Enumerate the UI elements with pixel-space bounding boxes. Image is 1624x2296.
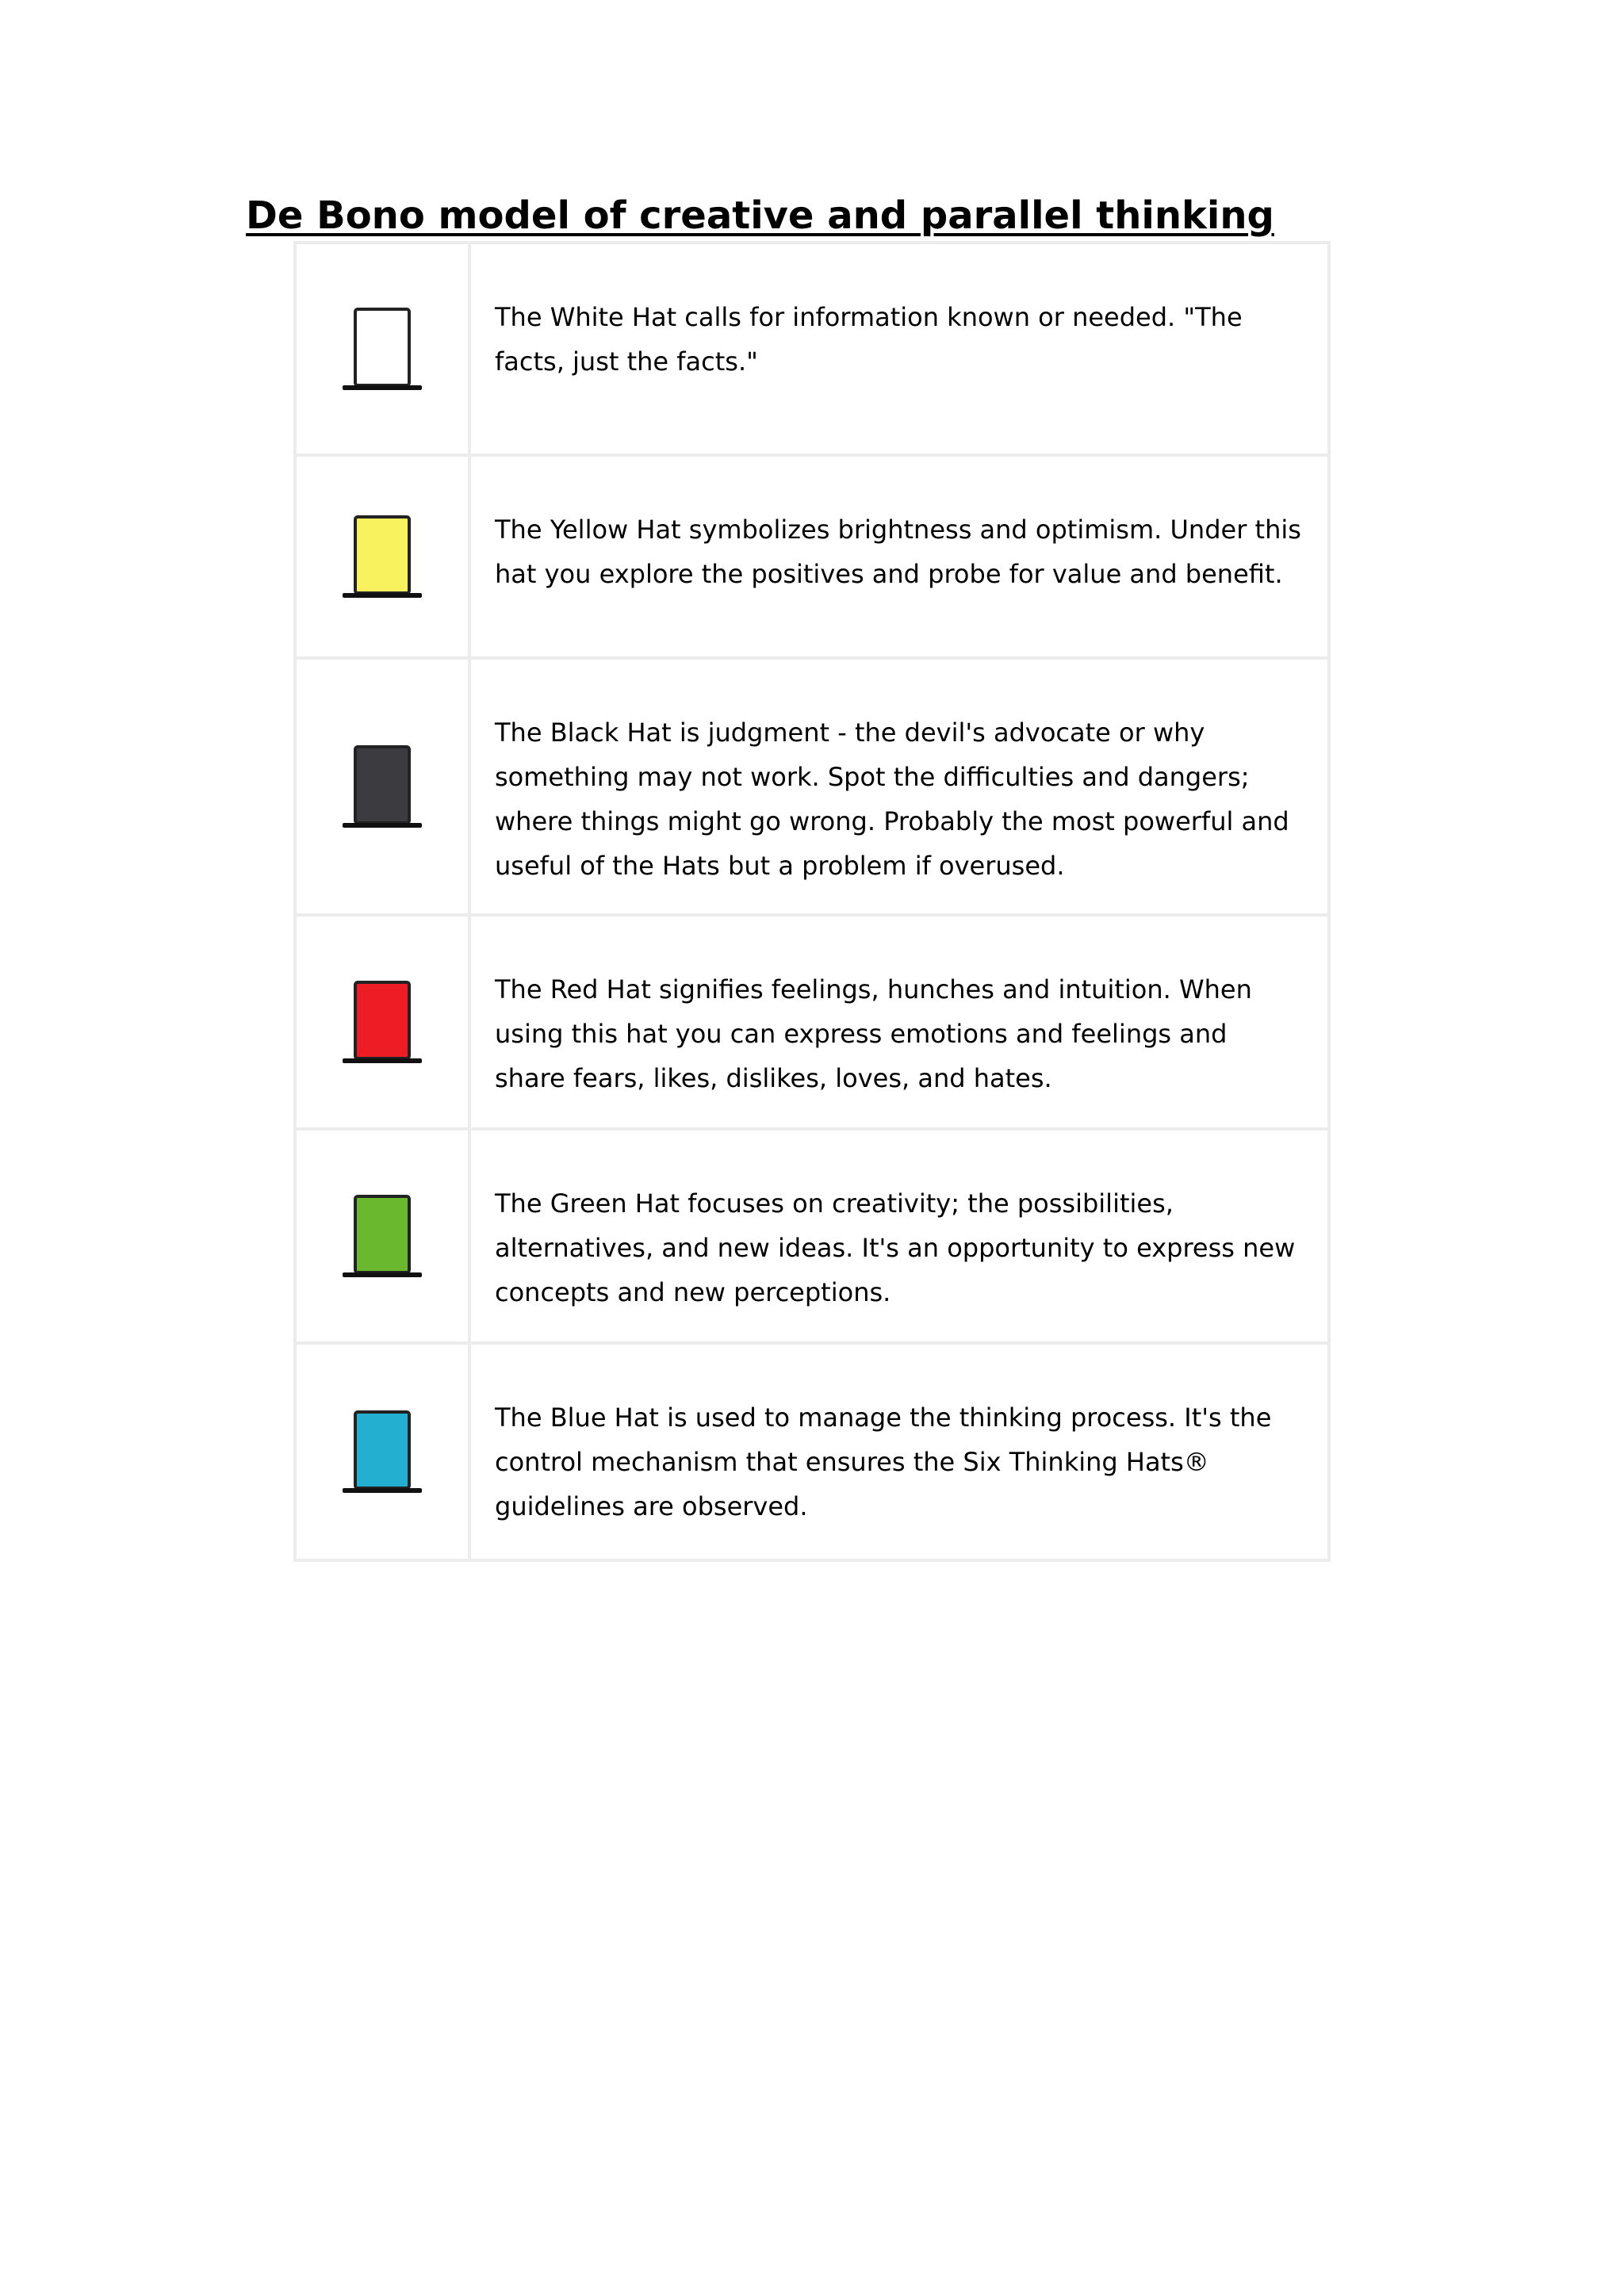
- hat-brim: [343, 1058, 422, 1063]
- hat-brim: [343, 385, 422, 390]
- hat-brim: [343, 1272, 422, 1277]
- hat-drawing: [341, 1192, 423, 1280]
- yellow-hat-icon: [341, 512, 423, 601]
- icon-cell: [297, 244, 471, 453]
- hat-drawing: [341, 1407, 423, 1496]
- icon-cell: [297, 1131, 471, 1341]
- icon-cell: [297, 660, 471, 913]
- table-row: [297, 660, 1327, 916]
- hat-crown: [355, 982, 409, 1058]
- hat-crown: [355, 1412, 409, 1488]
- hat-description: The Green Hat focuses on creativity; the possibilities, alternatives, and new ideas. It's an opportunity to express new concepts and new perceptions.: [495, 1188, 1296, 1307]
- table-row: [297, 457, 1327, 660]
- hat-crown: [355, 309, 409, 385]
- hat-crown: [355, 747, 409, 823]
- red-hat-icon: [341, 978, 423, 1066]
- hat-description: The Blue Hat is used to manage the thinking process. It's the control mechanism that ensures the Six Thinking Hats® guidelines are observed.: [495, 1402, 1272, 1521]
- hat-brim: [343, 823, 422, 828]
- white-hat-icon: [341, 304, 423, 393]
- icon-cell: [297, 1345, 471, 1559]
- table-row: [297, 916, 1327, 1131]
- hat-crown: [355, 517, 409, 593]
- hat-brim: [343, 1488, 422, 1493]
- blue-hat-icon: [341, 1407, 423, 1496]
- page-title: De Bono model of creative and parallel thinking: [246, 193, 1274, 238]
- hat-description: The Yellow Hat symbolizes brightness and optimism. Under this hat you explore the positives and probe for value and benefit.: [495, 515, 1301, 589]
- hat-description: The White Hat calls for information known or needed. "The facts, just the facts.": [495, 302, 1243, 377]
- hat-drawing: [341, 512, 423, 601]
- table-row: [297, 1131, 1327, 1345]
- green-hat-icon: [341, 1192, 423, 1280]
- hat-crown: [355, 1196, 409, 1272]
- icon-cell: [297, 457, 471, 656]
- hat-drawing: [341, 978, 423, 1066]
- black-hat-icon: [341, 742, 423, 831]
- icon-cell: [297, 916, 471, 1127]
- hat-description: The Red Hat signifies feelings, hunches and intuition. When using this hat you can express emotions and feelings and share fears, likes, dislikes, loves, and hates.: [495, 974, 1252, 1093]
- hats-table: [293, 241, 1331, 1562]
- hat-drawing: [341, 742, 423, 831]
- table-row: [297, 1345, 1327, 1559]
- table-row: [297, 244, 1327, 457]
- hat-drawing: [341, 304, 423, 393]
- hat-brim: [343, 593, 422, 598]
- hat-description: The Black Hat is judgment - the devil's advocate or why something may not work. Spot the difficulties and dangers; where things might go wrong. Probably the most powerful and useful of the Hats but a problem if overused.: [495, 718, 1289, 881]
